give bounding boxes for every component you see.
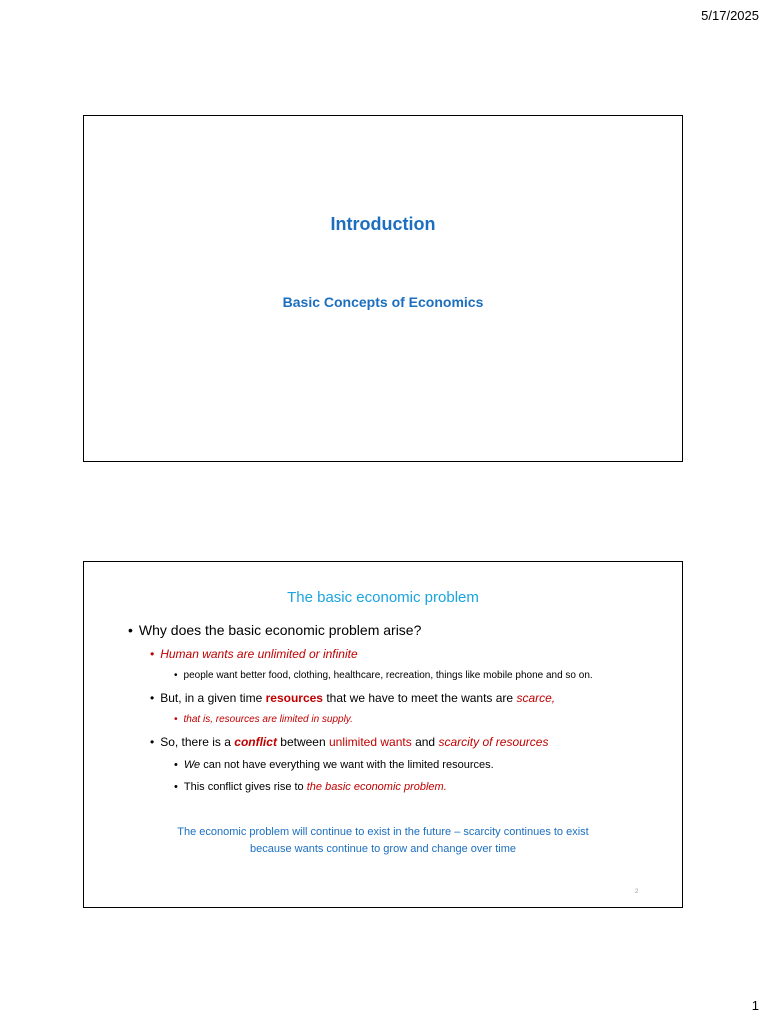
bullet-text: people want better food, clothing, healthcare, recreation, things like mobile phone and so on. [183, 670, 593, 681]
bullet-wants-example [174, 671, 593, 681]
bullet-text: and [415, 735, 436, 749]
bullet-question [128, 623, 421, 637]
bullet-text: This conflict gives rise to [183, 781, 304, 793]
highlight-conflict: conflict [234, 735, 277, 749]
slide-title: Introduction [330, 214, 436, 234]
highlight-unlimited-wants: unlimited wants [329, 735, 412, 749]
summary-line: because wants continue to grow and change over time [250, 843, 516, 855]
slide-1 [83, 115, 683, 462]
highlight-resources: resources [265, 691, 323, 705]
bullet-text: We [183, 759, 201, 771]
bullet-text: So, there is a [160, 735, 231, 749]
slide-title: The basic economic problem [287, 589, 479, 606]
slide-2 [83, 561, 683, 908]
bullet-scarce-sub [174, 715, 353, 725]
bullet-icon: • [150, 691, 155, 705]
bullet-icon: • [174, 670, 178, 681]
bullet-we-cannot [174, 760, 494, 771]
page-date: 5/17/2025 [701, 8, 759, 23]
bullet-wants [150, 648, 358, 660]
bullet-text: Why does the basic economic problem arise? [138, 622, 422, 638]
summary-text [84, 824, 682, 858]
highlight-scarce: scarce, [516, 691, 556, 705]
slide-subtitle: Basic Concepts of Economics [282, 294, 484, 310]
bullet-gives-rise [174, 782, 447, 793]
bullet-icon: • [174, 759, 178, 771]
page-number: 1 [751, 998, 759, 1013]
bullet-text: that we have to meet the wants are [326, 691, 514, 705]
bullet-text: that is, resources are limited in supply. [183, 714, 353, 725]
highlight-scarcity: scarcity of resources [438, 735, 549, 749]
bullet-text: between [280, 735, 326, 749]
summary-line: The economic problem will continue to exist in the future – scarcity continues to exist [177, 826, 589, 838]
bullet-text: But, in a given time [160, 691, 263, 705]
bullet-icon: • [150, 735, 155, 749]
bullet-icon: • [128, 622, 133, 638]
bullet-icon: • [174, 714, 178, 725]
bullet-conflict [150, 736, 548, 748]
highlight-basic-problem: the basic economic problem. [306, 781, 447, 793]
bullet-text: can not have everything we want with the limited resources. [203, 759, 494, 771]
bullet-icon: • [174, 781, 178, 793]
slide-number: 2 [635, 889, 639, 895]
bullet-text: Human wants are unlimited or infinite [160, 647, 358, 661]
bullet-scarce [150, 692, 555, 704]
bullet-icon: • [150, 647, 155, 661]
